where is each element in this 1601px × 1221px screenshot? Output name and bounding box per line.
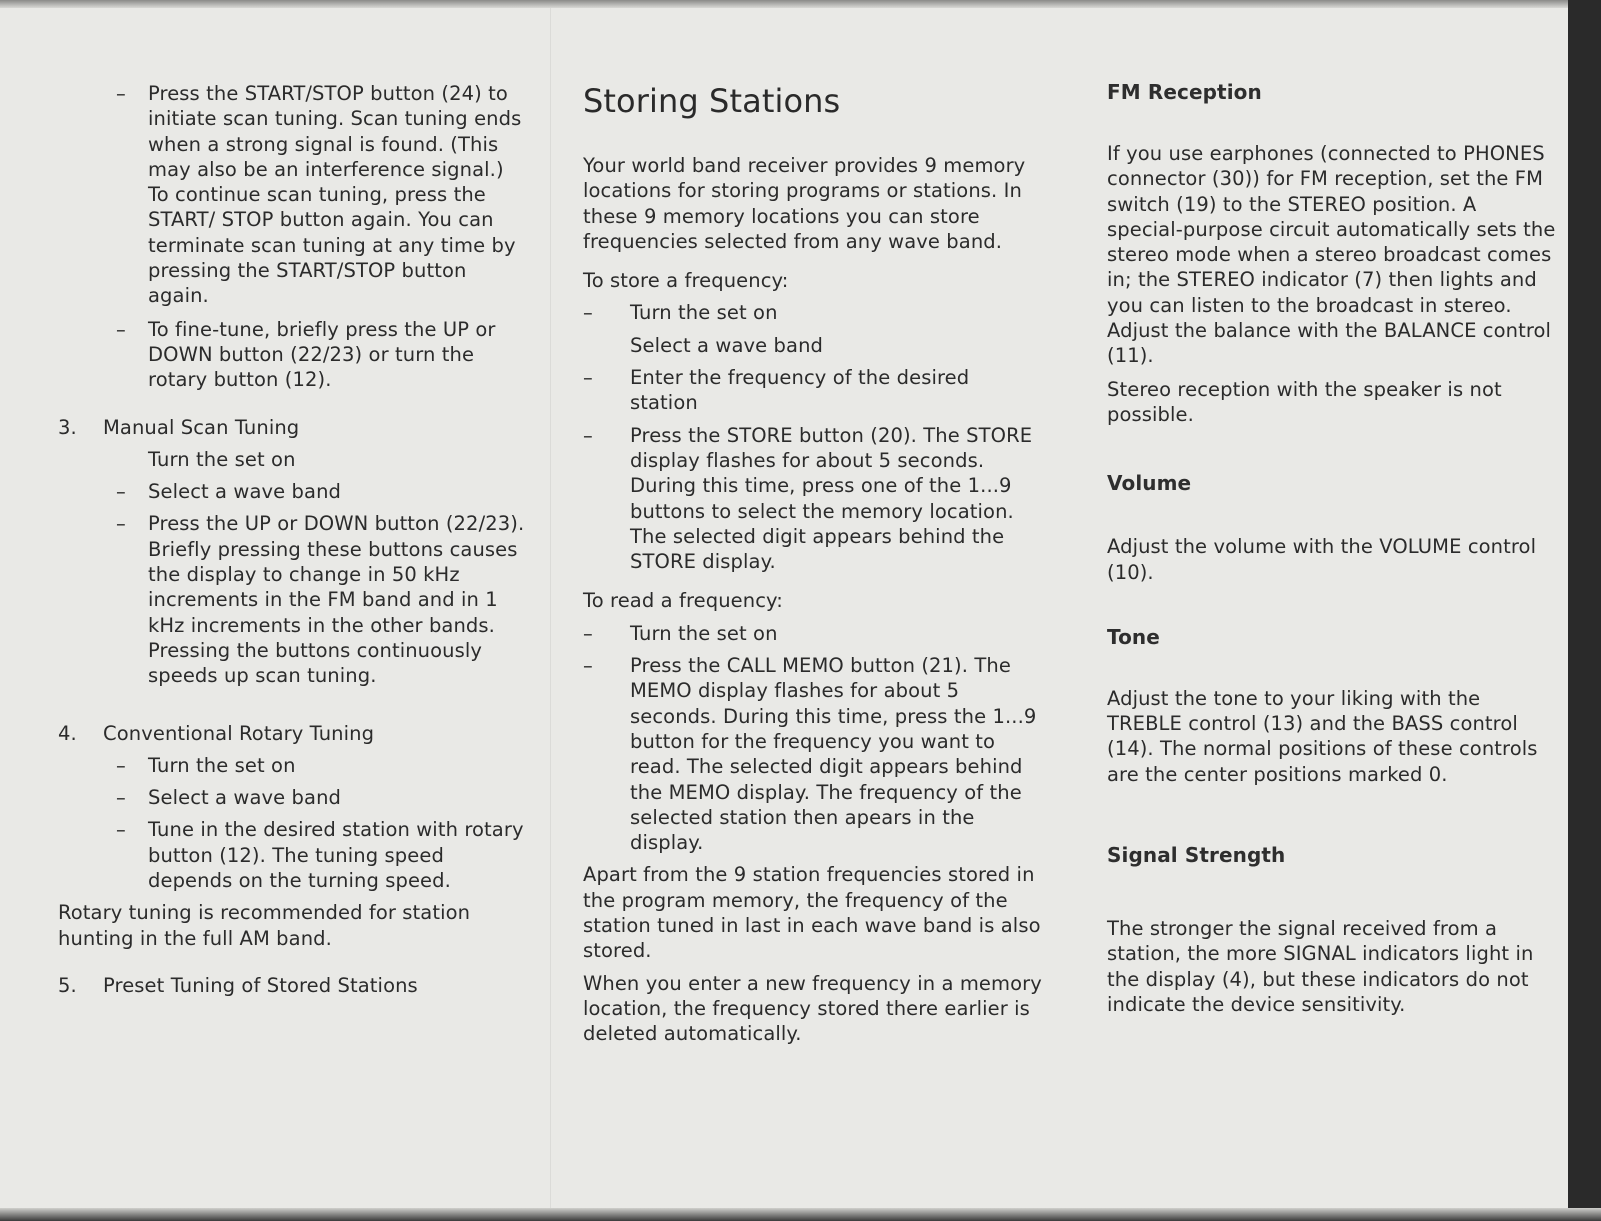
volume-paragraph: Adjust the volume with the VOLUME control (10).	[1107, 535, 1537, 584]
store-step-text: Enter the frequency of the desired station	[630, 366, 970, 415]
volume-heading: Volume	[1107, 471, 1192, 496]
manual-scan-step	[58, 479, 528, 504]
dash-marker: –	[116, 512, 126, 536]
manual-scan-step-text: Turn the set on	[148, 447, 296, 471]
fm-reception-paragraph: If you use earphones (connected to PHONES connector (30)) for FM reception, set the FM switch (19) to the STEREO position. A special-purpose circuit automatically sets the stereo mode when a stereo broadcast comes in; the STEREO indicator (7) then lights and you can listen to the broadcast in stereo. Adjust the balance with the BALANCE control (11).	[1107, 142, 1556, 368]
rotary-tuning-note: Rotary tuning is recommended for station hunting in the full AM band.	[58, 901, 471, 950]
scan-start-stop-text: Press the START/STOP button (24) to initiate scan tuning. Scan tuning ends when a strong signal is found. (This may also be an interference signal.) To continue scan tuning, press the START/ STOP button again. You can terminate scan tuning at any time by pressing the START/STOP button again.	[148, 82, 522, 308]
dash-marker: –	[583, 366, 593, 390]
rotary-tuning-step	[58, 785, 528, 810]
column-middle	[583, 83, 1043, 1047]
manual-scan-number: 3.	[58, 415, 77, 439]
manual-scan-title: Manual Scan Tuning	[103, 415, 300, 439]
rotary-tuning-step	[58, 817, 528, 893]
scan-item-fine-tune	[58, 317, 528, 393]
manual-scan-step	[58, 511, 528, 688]
column-left	[58, 81, 528, 998]
scan-item-start-stop	[58, 81, 528, 309]
read-step	[583, 653, 1043, 855]
page-fold	[550, 8, 551, 1208]
preset-tuning-title: Preset Tuning of Stored Stations	[103, 973, 418, 997]
store-step	[583, 423, 1043, 575]
dash-marker: –	[116, 480, 126, 504]
store-step-text: Press the STORE button (20). The STORE display flashes for about 5 seconds. During this time, press one of the 1...9 buttons to select the memory location. The selected digit appears behind the STORE display.	[630, 423, 1033, 574]
read-step-text: Press the CALL MEMO button (21). The MEMO display flashes for about 5 seconds. During this time, press the 1...9 button for the frequency you want to read. The selected digit appears behind the MEMO display. The frequency of the selected station then apears in the display.	[630, 654, 1037, 855]
rotary-tuning-number: 4.	[58, 721, 77, 745]
dash-marker: –	[583, 621, 593, 645]
dash-marker: –	[583, 423, 593, 447]
manual-scan-step-text: Select a wave band	[148, 480, 342, 504]
new-frequency-paragraph: When you enter a new frequency in a memory location, the frequency stored there earlier is deleted automatically.	[583, 971, 1042, 1046]
preset-tuning-number: 5.	[58, 973, 77, 997]
dash-marker: –	[116, 82, 126, 105]
storing-intro: Your world band receiver provides 9 memory locations for storing programs or stations. In these 9 memory locations you can store frequencies selected from any wave band.	[583, 154, 1026, 253]
signal-strength-paragraph: The stronger the signal received from a station, the more SIGNAL indicators light in the display (4), but these indicators do not indicate the device sensitivity.	[1107, 917, 1534, 1016]
rotary-tuning-title: Conventional Rotary Tuning	[103, 721, 375, 745]
fm-reception-heading: FM Reception	[1107, 80, 1262, 104]
store-step	[583, 365, 1043, 416]
read-step-text: Turn the set on	[630, 621, 778, 645]
dash-marker: –	[583, 301, 593, 325]
dash-marker: –	[116, 818, 126, 842]
stereo-note: Stereo reception with the speaker is not possible.	[1107, 377, 1502, 426]
page-top-edge	[0, 0, 1601, 8]
apart-from-paragraph: Apart from the 9 station frequencies stored in the program memory, the frequency of the station tuned in last in each wave band is also stored.	[583, 863, 1041, 963]
page-bottom-edge	[0, 1208, 1601, 1221]
dash-marker: –	[116, 753, 126, 777]
rotary-tuning-step-text: Tune in the desired station with rotary button (12). The tuning speed depends on the turning speed.	[148, 818, 524, 893]
dash-marker: –	[116, 317, 126, 341]
scan-dark-border-right	[1568, 0, 1601, 1221]
store-step-text: Select a wave band	[630, 333, 824, 357]
rotary-tuning-step	[58, 753, 528, 778]
rotary-tuning-section	[58, 721, 528, 746]
store-step-text: Turn the set on	[630, 301, 778, 325]
rotary-tuning-step-text: Select a wave band	[148, 786, 342, 810]
dash-marker: –	[583, 654, 593, 678]
read-frequency-label: To read a frequency:	[583, 589, 783, 613]
preset-tuning-section	[58, 973, 528, 998]
fine-tune-text: To fine-tune, briefly press the UP or DOWN button (22/23) or turn the rotary button (12).	[148, 317, 496, 392]
column-right	[1107, 80, 1557, 1017]
section-heading-storing-stations: Storing Stations	[583, 82, 841, 120]
store-step	[583, 333, 1043, 358]
store-step	[583, 300, 1043, 325]
tone-paragraph: Adjust the tone to your liking with the TREBLE control (13) and the BASS control (14). The normal positions of these controls are the center positions marked 0.	[1107, 686, 1538, 786]
manual-scan-step-text: Press the UP or DOWN button (22/23). Briefly pressing these buttons causes the display to change in 50 kHz increments in the FM band and in 1 kHz increments in the other bands. Pressing the buttons continuously speeds up scan tuning.	[148, 512, 525, 688]
manual-scan-section	[58, 415, 528, 440]
signal-strength-heading: Signal Strength	[1107, 843, 1286, 868]
rotary-tuning-step-text: Turn the set on	[148, 753, 296, 777]
tone-heading: Tone	[1107, 624, 1160, 649]
dash-marker: –	[116, 786, 126, 810]
read-step	[583, 621, 1043, 646]
store-frequency-label: To store a frequency:	[583, 269, 789, 293]
manual-scan-step	[58, 447, 528, 472]
